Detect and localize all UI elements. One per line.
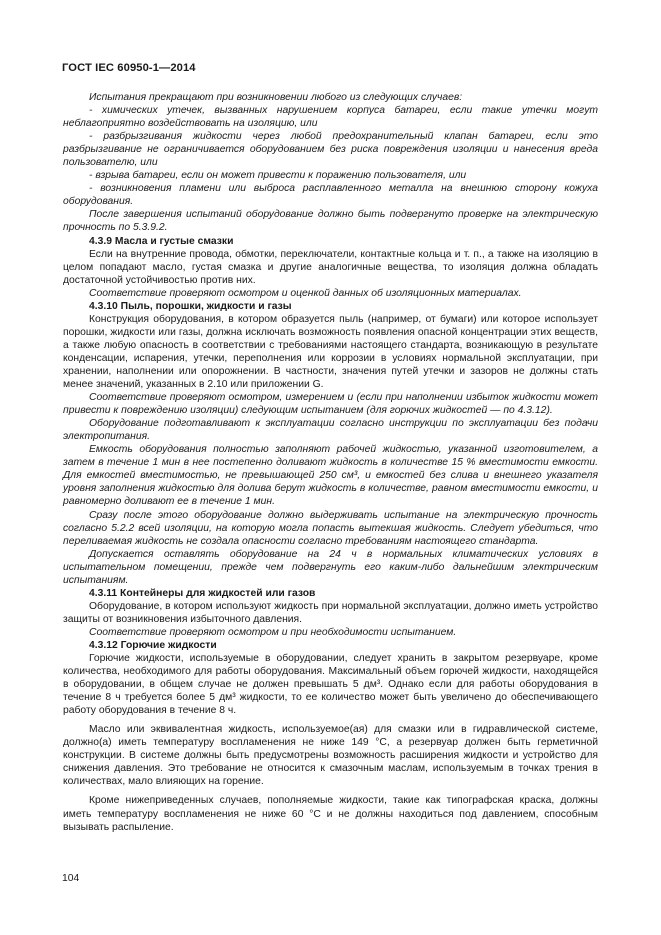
paragraph: - возникновения пламени или выброса расплавленного металла на внешнюю сторону кожуха оборудования. bbox=[63, 183, 598, 208]
paragraph: Масло или эквивалентная жидкость, используемое(ая) для смазки или в гидравлической системе, должно(а) иметь температуру воспламенения не ниже 149 °C, а резервуар должен быть герметичной конструкции. В системе должны быть предусмотрены возможность расширения жидкости и устройство для снижения давления. Это требование не относится к смазочным маслам, используемым в точках трения в количествах, мало влияющих на горение. bbox=[63, 724, 598, 788]
document-header: ГОСТ IEC 60950-1—2014 bbox=[62, 62, 196, 74]
page-number: 104 bbox=[62, 873, 80, 884]
paragraph: - разбрызгивания жидкости через любой предохранительный клапан батареи, если это разбрызгивание не ограничивается оборудованием без риска повреждения изоляции и нанесения вреда пользователю, или bbox=[63, 131, 598, 169]
section-heading: 4.3.11 Контейнеры для жидкостей или газов bbox=[89, 587, 316, 599]
paragraph: Кроме нижеприведенных случаев, пополняемые жидкости, такие как типографская краска, должны иметь температуру воспламенения не ниже 60 °C и не должны находиться под давлением, способным вызывать распыление. bbox=[63, 795, 598, 833]
paragraph: Испытания прекращают при возникновении любого из следующих случаев: bbox=[89, 92, 463, 103]
paragraph: После завершения испытаний оборудование должно быть подвергнуто проверке на электрическую прочность по 5.3.9.2. bbox=[63, 209, 598, 234]
paragraph: - взрыва батареи, если он может привести к поражению пользователя, или bbox=[89, 170, 467, 182]
section-heading: 4.3.12 Горючие жидкости bbox=[89, 639, 217, 651]
paragraph: Сразу после этого оборудование должно выдерживать испытание на электрическую прочность согласно 5.2.2 всей изоляции, на которую могла попасть вытекшая жидкость. Следует убедиться, что переливаемая жидкость не создала опасности согласно требованиям настоящего стандарта. bbox=[63, 509, 598, 547]
paragraph: Оборудование, в котором используют жидкость при нормальной эксплуатации, должно иметь устройство защиты от возникновения избыточного давления. bbox=[63, 600, 598, 625]
paragraph: Оборудование подготавливают к эксплуатации согласно инструкции по эксплуатации без подачи электропитания. bbox=[63, 418, 598, 443]
document-body bbox=[63, 91, 598, 834]
paragraph: Емкость оборудования полностью заполняют рабочей жидкостью, указанной изготовителем, а затем в течение 1 мин в нее постепенно доливают жидкость в количестве 15 % вместимости емкости. Для емкостей вместимостью, не превышающей 250 см³, и емкостей без слива и внешнего указателя уровня заполнения жидкостью для долива берут жидкость в количестве, равном вместимости емкости, и равномерно доливают ее в течение 1 мин. bbox=[63, 444, 598, 508]
section-heading: 4.3.10 Пыль, порошки, жидкости и газы bbox=[89, 300, 292, 312]
paragraph: Соответствие проверяют осмотром, измерением и (если при наполнении избыток жидкости может привести к повреждению изоляции) следующим испытанием (для горючих жидкостей — по 4.3.12). bbox=[63, 392, 598, 417]
paragraph: - химических утечек, вызванных нарушением корпуса батареи, если такие утечки могут неблагоприятно воздействовать на изоляцию, или bbox=[63, 105, 598, 130]
paragraph: Конструкция оборудования, в котором образуется пыль (например, от бумаги) или которое использует порошки, жидкости или газы, должна исключать возможность появления опасной концентрации этих веществ, а также любую опасность в соответствии с требованиями настоящего стандарта, возникающую в результате конденсации, испарения, утечки, переполнения или коррозии в условиях нормальной эксплуатации, при хранении, наполнении или опорожнении. В частности, значения путей утечки и зазоров не должны стать менее значений, указанных в 2.10 или приложении G. bbox=[63, 313, 598, 391]
section-heading: 4.3.9 Масла и густые смазки bbox=[89, 235, 234, 247]
paragraph: Соответствие проверяют осмотром и при необходимости испытанием. bbox=[89, 626, 457, 638]
paragraph: Горючие жидкости, используемые в оборудовании, следует хранить в закрытом резервуаре, кроме количества, необходимого для работы оборудования. Максимальный объем горючей жидкости, находящейся в оборудовании, в общем случае не должен превышать 5 дм³. Однако если для работы оборудования в течение 8 ч требуется более 5 дм³ жидкости, то ее количество может быть увеличено до обеспечивающего работу оборудования в течение 8 ч. bbox=[63, 653, 598, 717]
paragraph: Соответствие проверяют осмотром и оценкой данных об изоляционных материалах. bbox=[89, 287, 522, 299]
paragraph: Если на внутренние провода, обмотки, переключатели, контактные кольца и т. п., а также на изоляцию в целом попадают масло, густая смазка и другие аналогичные вещества, то изоляция должна обладать достаточной устойчивостью против них. bbox=[63, 248, 598, 286]
paragraph: Допускается оставлять оборудование на 24 ч в нормальных климатических условиях в испытательном помещении, прежде чем подвергнуть его каким-либо дальнейшим электрическим испытаниям. bbox=[63, 548, 598, 586]
